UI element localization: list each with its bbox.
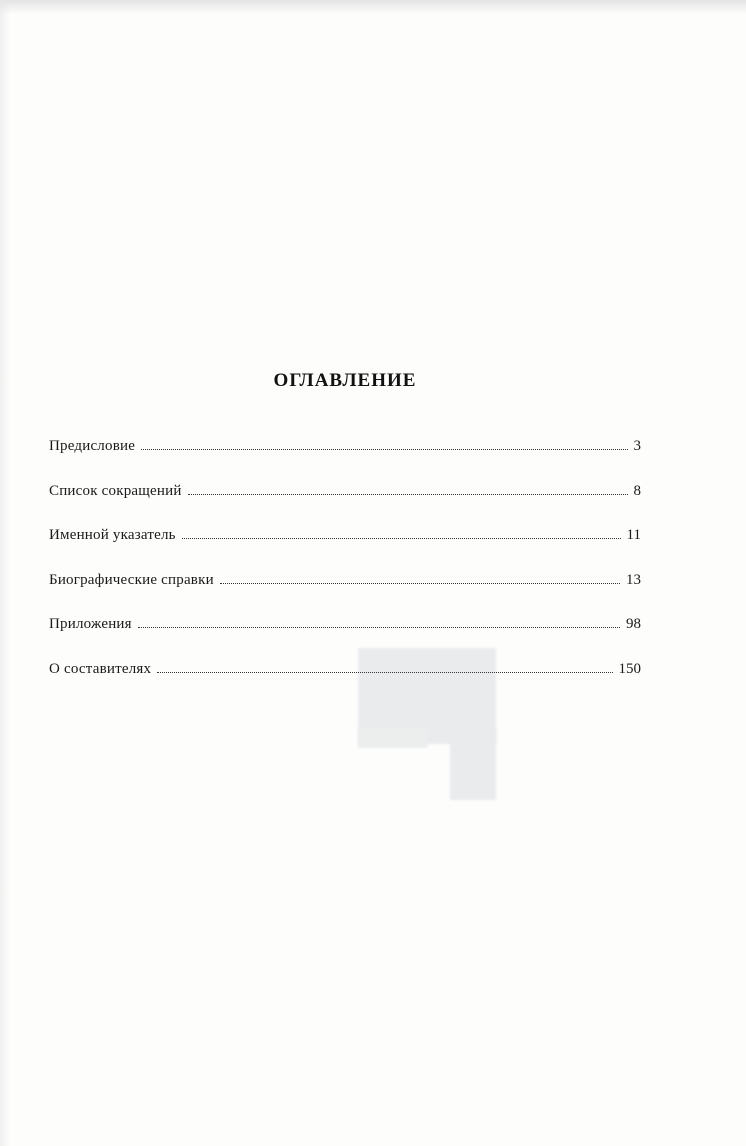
toc-entry xyxy=(49,483,641,528)
toc-entry-page: 11 xyxy=(626,527,641,544)
toc-title: ОГЛАВЛЕНИЕ xyxy=(273,370,417,391)
toc-entry xyxy=(49,572,641,617)
toc-entry-label: О составителях xyxy=(49,660,152,677)
toc-entry-label: Предисловие xyxy=(49,438,136,454)
toc-entry xyxy=(49,616,641,661)
toc-entry-page: 13 xyxy=(626,571,641,588)
toc-entry xyxy=(49,438,641,483)
dot-leader xyxy=(157,671,612,673)
toc-entry-page: 3 xyxy=(633,438,641,454)
dot-leader xyxy=(138,626,620,628)
toc-entry-page: 8 xyxy=(633,482,641,499)
toc-list xyxy=(49,438,641,706)
toc-entry-label: Именной указатель xyxy=(49,527,176,544)
dot-leader xyxy=(141,448,627,450)
toc-entry-page: 150 xyxy=(618,660,641,677)
toc-entry xyxy=(49,661,641,706)
scan-edge-left xyxy=(0,0,10,1146)
dot-leader xyxy=(182,537,621,539)
dot-leader xyxy=(188,493,628,495)
dot-leader xyxy=(220,582,620,584)
toc-entry-label: Список сокращений xyxy=(49,482,182,499)
toc-entry-page: 98 xyxy=(626,616,641,633)
toc-entry-label: Приложения xyxy=(49,616,132,633)
toc-entry-label: Биографические справки xyxy=(49,571,214,588)
scan-edge-top xyxy=(0,0,746,14)
toc-entry xyxy=(49,527,641,572)
